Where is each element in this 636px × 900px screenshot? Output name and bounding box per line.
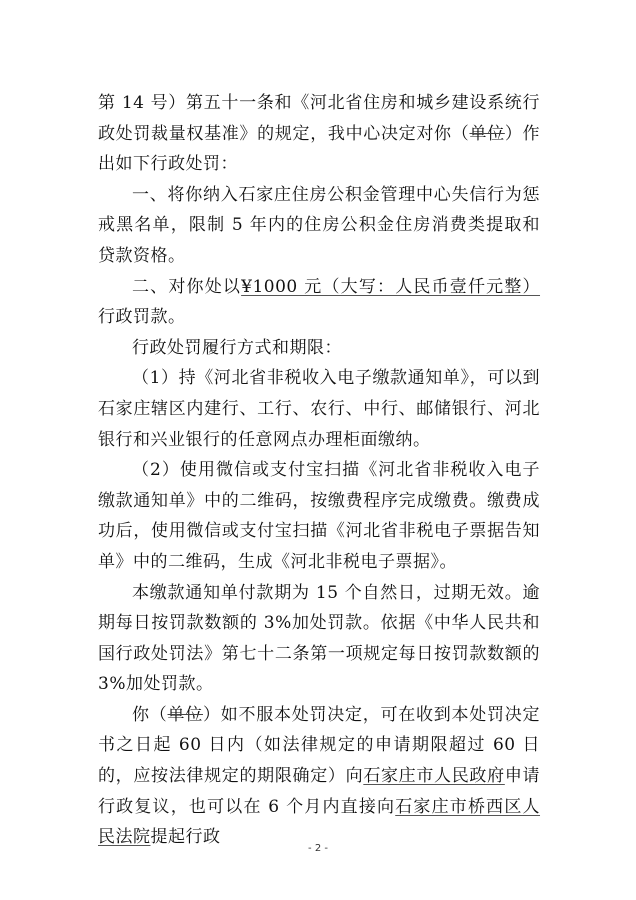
- paragraph-appeal: 你（单位）如不服本处罚决定，可在收到本处罚决定书之日起 60 日内（如法律规定的申请期限超过 60 日的，应按法律规定的期限确定）向石家庄市人民政府申请行政复议，也可以在 6 个月内直接向石家庄市桥西区人民法院提起行政: [98, 704, 541, 848]
- body-text: [98, 88, 540, 853]
- paragraph-legal-basis: 第 14 号）第五十一条和《河北省住房和城乡建设系统行政处罚裁量权基准》的规定，我中心决定对你（单位）作出如下行政处罚：: [98, 93, 540, 175]
- paragraph-payment-method-2: （2）使用微信或支付宝扫描《河北省非税收入电子缴款通知单》中的二维码，按缴费程序完成缴费。缴费成功后，使用微信或支付宝扫描《河北省非税电子票据告知单》中的二维码，生成《河北非税电子票据》。: [98, 460, 540, 572]
- court-name: 石家庄市桥西区人民法院: [98, 796, 541, 848]
- review-authority: 石家庄市人民政府: [363, 766, 505, 787]
- paragraph-payment-deadline: 本缴款通知单付款期为 15 个自然日，过期无效。逾期每日按罚款数额的 3%加处罚款。依据《中华人民共和国行政处罚法》第七十二条第一项规定每日按罚款数额的 3%加处罚款。: [98, 582, 540, 695]
- struck-text-unit: 单位: [167, 704, 203, 725]
- paragraph-payment-heading: 行政处罚履行方式和期限：: [132, 337, 342, 358]
- paragraph-fine: 二、对你处以¥1000 元（大写：人民币壹仟元整）行政罚款。: [98, 276, 541, 328]
- paragraph-payment-method-1: （1）持《河北省非税收入电子缴款通知单》，可以到石家庄辖区内建行、工行、农行、中行、邮储银行、河北银行和兴业银行的任意网点办理柜面缴纳。: [98, 368, 540, 450]
- page-number: - 2 -: [308, 843, 328, 854]
- struck-text-unit: 单位: [469, 123, 505, 144]
- fine-amount: ¥1000 元（大写：人民币壹仟元整）: [241, 276, 541, 297]
- paragraph-blacklist: 一、将你纳入石家庄住房公积金管理中心失信行为惩戒黑名单，限制 5 年内的住房公积金住房消费类提取和贷款资格。: [98, 184, 540, 266]
